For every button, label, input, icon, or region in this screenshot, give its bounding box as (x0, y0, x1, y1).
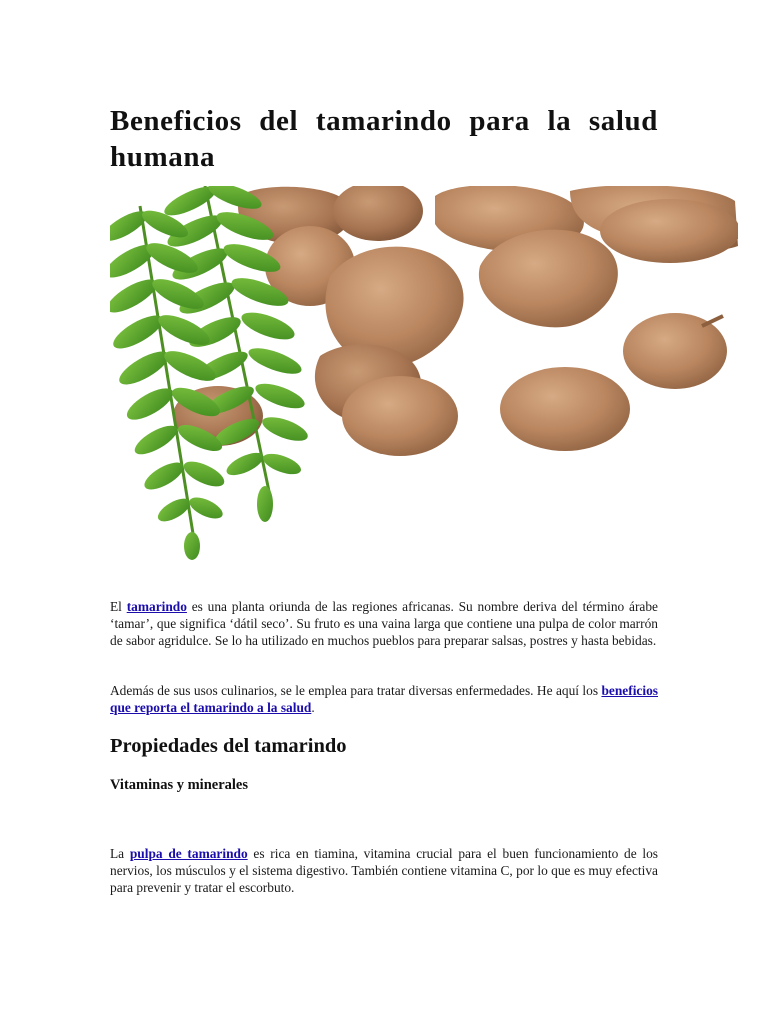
benefits-paragraph: Además de sus usos culinarios, se le emplea para tratar diversas enfermedades. He aquí los beneficios que reporta el tamarindo a la salud. (110, 683, 658, 715)
subsection-heading: Vitaminas y minerales (110, 777, 249, 793)
intro-paragraph: El tamarindo es una planta oriunda de las regiones africanas. Su nombre deriva del término árabe ‘tamar’, que significa ‘dátil seco’. Su fruto es una vaina larga que contiene una pulpa de color marrón de sabor agridulce. Se lo ha utilizado en muchos pueblos para preparar salsas, postres y hasta bebidas. (110, 599, 658, 648)
link-beneficios[interactable]: beneficios que reporta el tamarindo a la salud (110, 683, 658, 715)
link-tamarindo[interactable]: tamarindo (126, 599, 187, 614)
tamarind-image (110, 186, 738, 562)
pulp-paragraph: La pulpa de tamarindo es rica en tiamina, vitamina crucial para el buen funcionamiento de los nervios, los músculos y el sistema digestivo. También contiene vitamina C, por lo que es muy efectiva para prevenir y tratar el escorbuto. (110, 846, 658, 895)
section-heading: Propiedades del tamarindo (110, 735, 347, 757)
article-title: Beneficios del tamarindo para la salud humana (110, 105, 658, 173)
link-pulpa[interactable]: pulpa de tamarindo (129, 846, 248, 861)
